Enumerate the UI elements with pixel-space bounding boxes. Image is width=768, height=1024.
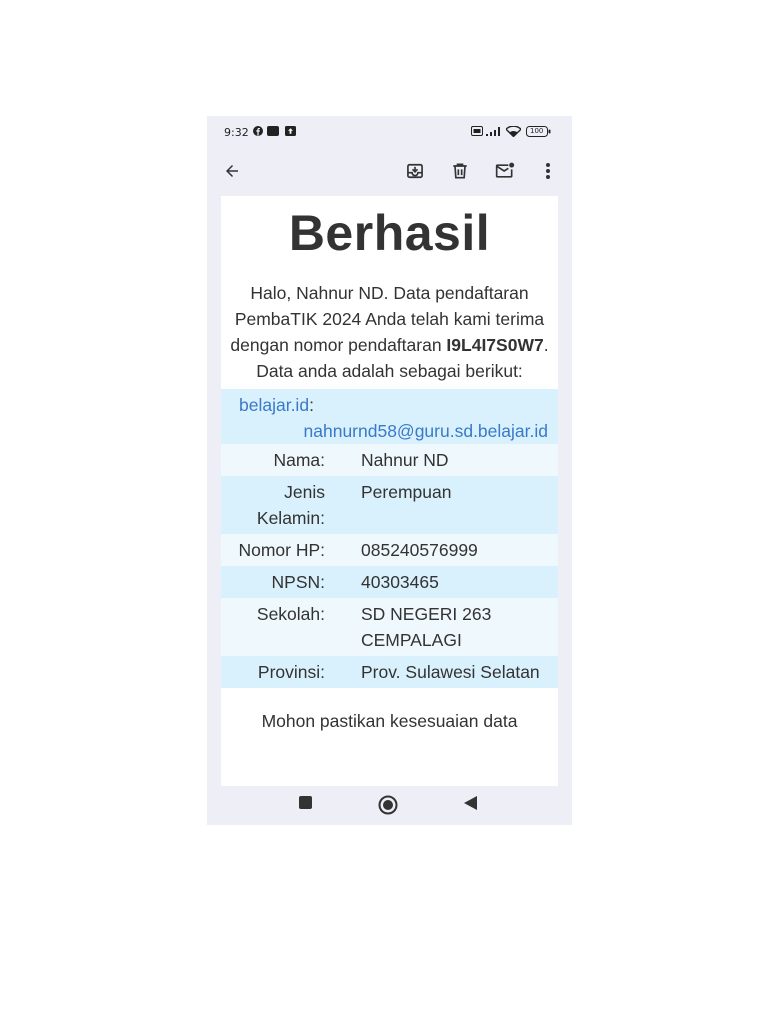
row-label: Sekolah: [256,604,325,624]
row-label: Nama: [273,450,325,470]
belajar-separator: : [309,395,314,415]
archive-button[interactable] [401,157,429,185]
more-options-button[interactable] [534,157,562,185]
mark-unread-icon [494,161,516,181]
delete-icon [450,161,470,181]
row-label: NPSN: [271,572,325,592]
table-row [221,534,558,566]
email-body [221,196,558,786]
table-row [221,598,558,656]
row-value: Perempuan [361,482,452,502]
hd-icon [471,126,483,136]
email-title: Berhasil [288,205,491,261]
table-row [221,444,558,476]
upload-notification-icon [285,126,296,136]
status-bar [207,116,572,148]
back-triangle-icon [464,796,477,810]
row-value: Prov. Sulawesi Selatan [361,662,540,682]
more-vert-icon [545,162,551,180]
email-footer-text: Mohon pastikan kesesuaian data [261,711,518,731]
battery-level: 100 [530,127,544,135]
system-navigation-bar [207,786,572,825]
recents-button[interactable] [299,796,312,814]
table-row-belajar [221,389,558,444]
mark-unread-button[interactable] [491,157,519,185]
email-intro [221,280,558,384]
home-button[interactable] [378,795,398,820]
signal-icon [486,126,502,136]
delete-button[interactable] [446,157,474,185]
row-label: Nomor HP: [238,540,325,560]
home-circle-icon [378,795,398,815]
belajar-id-link[interactable]: belajar.id [239,395,310,415]
table-row [221,656,558,688]
intro-text-1: Halo, Nahnur ND. Data pendaftaran PembaTIK 2024 Anda telah kami terima dengan nomor pendaftaran [230,283,545,355]
archive-icon [405,161,425,181]
phone-screen [207,116,572,825]
status-time: 9:32 [224,126,249,139]
row-label: Jenis Kelamin: [256,482,325,528]
back-arrow-icon [223,162,241,180]
table-row [221,566,558,598]
facebook-notification-icon [253,126,263,136]
recents-square-icon [299,796,312,809]
row-value: SD NEGERI 263 CEMPALAGI [361,604,492,650]
registration-number: I9L4I7S0W7 [446,335,544,355]
row-value: 40303465 [361,572,439,592]
row-value[interactable]: 085240576999 [361,540,478,560]
belajar-email-link[interactable]: nahnurnd58@guru.sd.belajar.id [303,421,548,441]
app-notification-icon [267,126,279,136]
row-value: Nahnur ND [361,450,449,470]
registration-data-table [221,389,558,688]
email-toolbar [207,148,572,194]
row-label: Provinsi: [257,662,325,682]
wifi-icon [506,126,521,137]
back-button[interactable] [218,157,246,185]
intro-text-2: . Data anda adalah sebagai berikut: [256,335,549,381]
nav-back-button[interactable] [464,796,477,815]
table-row [221,476,558,534]
